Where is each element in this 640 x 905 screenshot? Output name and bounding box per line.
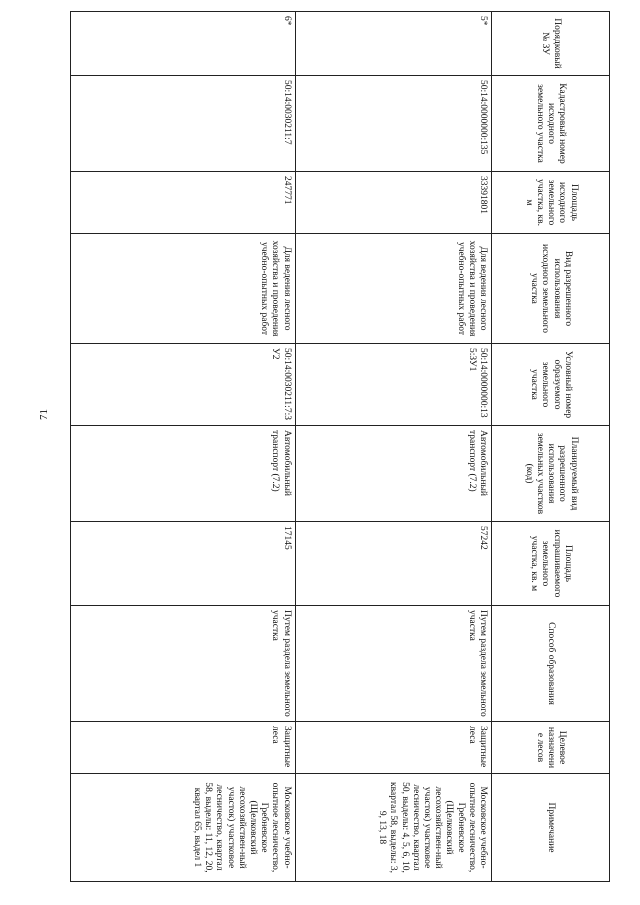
- cell-cond-no: 50:14:0000000:135:ЗУ1: [295, 344, 491, 426]
- cell-note: Московское учебно-опытное лесничество, Гребневское (Щелковский лесохозяйствен-ный участок) участковое лесничество, квартал 50, выделы: 4, 5, 6, 10, квартал 58, выделы: 3, 9, 13, 18: [295, 774, 491, 882]
- cell-method: Путем раздела земельного участка: [295, 606, 491, 722]
- header-row: [492, 12, 610, 882]
- cell-purpose: Защитные леса: [71, 722, 296, 774]
- cell-use-src: Для ведения лесного хозяйства и проведения учебно-опытных работ: [71, 234, 296, 344]
- col-header-method: Способ образования: [492, 606, 610, 722]
- cell-no: 6*: [71, 12, 296, 76]
- cell-planned-use: Автомобильный транспорт (7.2): [71, 426, 296, 522]
- col-header-cond-no: Условный номер образуемого земельного участка: [492, 344, 610, 426]
- cell-area-src: 33391801: [295, 172, 491, 234]
- cell-method: Путем раздела земельного участка: [71, 606, 296, 722]
- land-plot-table: [70, 11, 610, 882]
- col-header-planned-use: Планируемый вид разрешенного использования земельных участков (код): [492, 426, 610, 522]
- rotated-table-wrapper: [70, 11, 610, 881]
- cell-cadastral: 50:14:0000000:135: [295, 76, 491, 172]
- cell-area-src: 247771: [71, 172, 296, 234]
- col-header-purpose: Целевое назначение лесов: [492, 722, 610, 774]
- cell-purpose: Защитные леса: [295, 722, 491, 774]
- col-header-use-src: Вид разрешенного использования исходного земельного участка: [492, 234, 610, 344]
- cell-area-req: 57242: [295, 522, 491, 606]
- cell-cadastral: 50:14:0030211:7: [71, 76, 296, 172]
- col-header-area-req: Площадь испрашиваемого земельного участка, кв. м: [492, 522, 610, 606]
- cell-planned-use: Автомобильный транспорт (7.2): [295, 426, 491, 522]
- table-row: [295, 12, 491, 882]
- col-header-note: Примечание: [492, 774, 610, 882]
- col-header-cadastral: Кадастровый номер исходного земельного участка: [492, 76, 610, 172]
- cell-no: 5*: [295, 12, 491, 76]
- cell-area-req: 17145: [71, 522, 296, 606]
- cell-use-src: Для ведения лесного хозяйства и проведения учебно-опытных работ: [295, 234, 491, 344]
- cell-note: Московское учебно-опытное лесничество, Гребневское (Щелковский лесохозяйствен-ный участок) участковое лесничество, квартал 58, выделы: 11, 12, 20, квартал 65, выдел 1: [71, 774, 296, 882]
- cell-cond-no: 50:14:0030211:7:ЗУ2: [71, 344, 296, 426]
- col-header-no: Порядковый № ЗУ: [492, 12, 610, 76]
- table-row: [71, 12, 296, 882]
- col-header-area-src: Площадь исходного земельного участка, кв. м: [492, 172, 610, 234]
- page-number: 71: [38, 409, 50, 420]
